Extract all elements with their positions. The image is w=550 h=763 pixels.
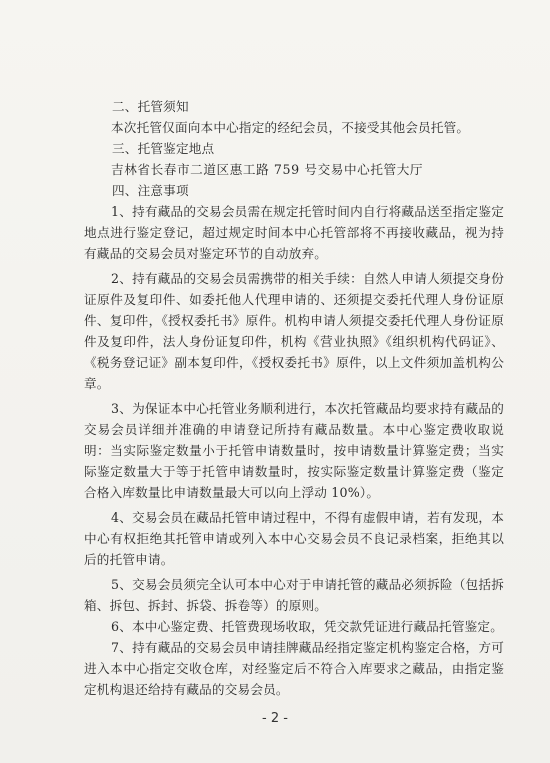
notice-item-4: 4、交易会员在藏品托管申请过程中，不得有虚假申请，若有发现，本中心有权拒绝其托管申请或列入本中心交易会员不良记录档案，拒绝其以后的托管申请。 [84, 510, 504, 567]
notice-item-1: 1、持有藏品的交易会员需在规定托管时间内自行将藏品送至指定鉴定地点进行鉴定登记，超过规定时间本中心托管部将不再接收藏品，视为持有藏品的交易会员对鉴定环节的自动放弃。 [84, 204, 504, 261]
page-number: - 2 - [262, 711, 288, 726]
notice-item-5: 5、交易会员须完全认可本中心对于申请托管的藏品必须拆险（包括拆箱、拆包、拆封、拆袋、拆卷等）的原则。 [84, 577, 504, 613]
document-body [84, 96, 504, 700]
section2-heading: 二、托管须知 [112, 99, 189, 114]
notice-item-3: 3、为保证本中心托管业务顺利进行，本次托管藏品均要求持有藏品的交易会员详细并准确的申请登记所持有藏品数量。本中心鉴定费收取说明：当实际鉴定数量小于托管申请数量时，按申请数量计算鉴定费；当实际鉴定数量大于等于托管申请数量时，按实际鉴定数量计算鉴定费（鉴定合格入库数量比申请数量最大可以向上浮动 10%）。 [84, 401, 504, 500]
section4-heading: 四、注意事项 [112, 183, 189, 198]
notice-item-7: 7、持有藏品的交易会员申请挂牌藏品经指定鉴定机构鉴定合格，方可进入本中心指定交收仓库，对经鉴定后不符合入库要求之藏品，由指定鉴定机构退还给持有藏品的交易会员。 [84, 640, 504, 697]
notice-item-6: 6、本中心鉴定费、托管费现场收取，凭交款凭证进行藏品托管鉴定。 [111, 619, 504, 634]
section2-text: 本次托管仅面向本中心指定的经纪会员，不接受其他会员托管。 [111, 120, 470, 135]
section3-heading: 三、托管鉴定地点 [112, 141, 215, 156]
notice-item-2: 2、持有藏品的交易会员需携带的相关手续：自然人申请人须提交身份证原件及复印件、如委托他人代理申请的、还须提交委托代理人身份证原件、复印件，《授权委托书》原件。机构申请人须提交委托代理人身份证原件及复印件，法人身份证复印件，机构《营业执照》《组织机构代码证》、《税务登记证》副本复印件，《授权委托书》原件，以上文件须加盖机构公章。 [84, 271, 504, 391]
section3-address: 吉林省长春市二道区惠工路 759 号交易中心托管大厅 [111, 162, 424, 177]
